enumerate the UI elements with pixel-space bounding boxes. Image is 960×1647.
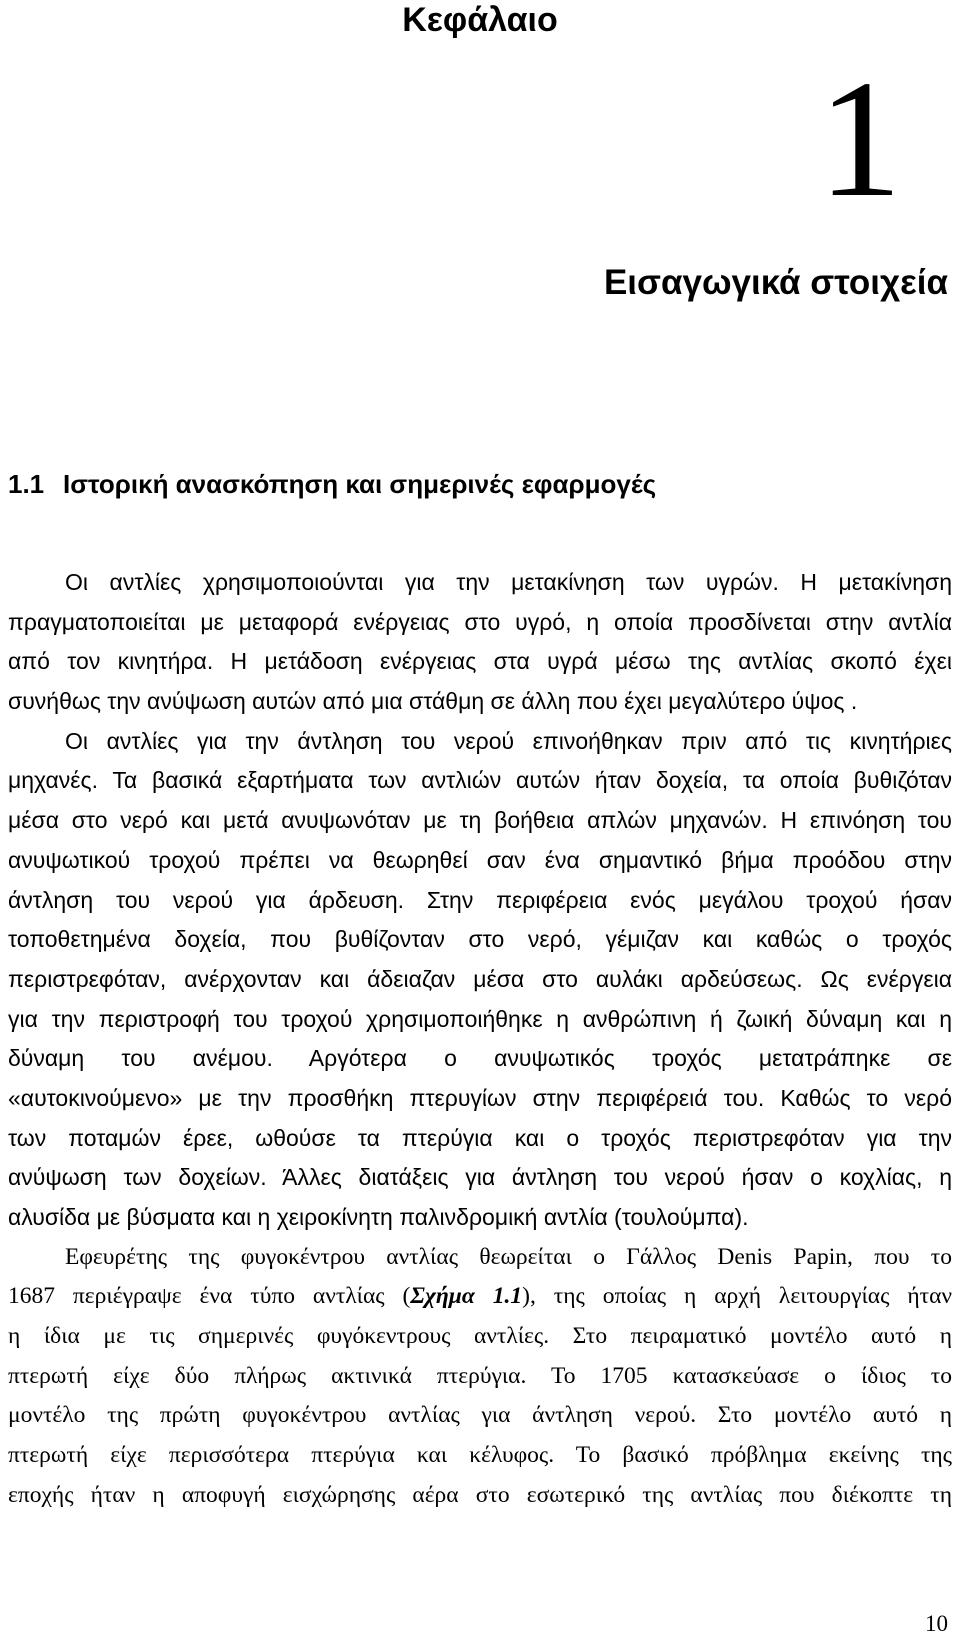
body-text [8,563,952,1516]
text-line [8,1277,952,1317]
text-line: ανύψωση των δοχείων. Άλλες διατάξεις για άντληση του νερού ήσαν ο κοχλίας, η [8,1164,952,1191]
text-line: Εφευρέτης της φυγοκέντρου αντλίας θεωρείται ο Γάλλος Denis Papin, που το [65,1243,952,1270]
chapter-label: Κεφάλαιο [402,1,558,39]
text-line: αλυσίδα με βύσματα και η χειροκίνητη παλινδρομική αντλία (τουλούμπα). [8,1204,749,1230]
text-line: «αυτοκινούμενο» με την προσθήκη πτερυγίων στην περιφέρειά του. Καθώς το νερό [8,1084,952,1111]
text-line: μοντέλο της πρώτη φυγοκέντρου αντλίας για άντληση νερού. Στο μοντέλο αυτό η [8,1402,952,1429]
text-line: Οι αντλίες για την άντληση του νερού επινοήθηκαν πριν από τις κινητήριες [65,727,952,754]
text-line: πτερωτή είχε δύο πλήρως ακτινικά πτερύγια. Το 1705 κατασκεύασε ο ίδιος το [8,1362,952,1389]
text-line: ανυψωτικού τροχού πρέπει να θεωρηθεί σαν ένα σημαντικό βήμα προόδου στην [8,846,952,873]
text-line: Οι αντλίες χρησιμοποιούνται για την μετακίνηση των υγρών. Η μετακίνηση [65,569,952,595]
text-line: των ποταμών έρεε, ωθούσε τα πτερύγια και ο τροχός περιστρεφόταν για την [8,1124,952,1151]
text-line: άντληση του νερού για άρδευση. Στην περιφέρεια ενός μεγάλου τροχού ήσαν [8,886,952,913]
text-segment: ), της οποίας η αρχή λειτουργίας ήταν [522,1283,953,1310]
text-line: πραγματοποιείται με μεταφορά ενέργειας στο υγρό, η οποία προσδίνεται στην αντλία [8,608,952,635]
figure-reference[interactable]: Σχήμα 1.1 [410,1283,523,1310]
text-line: πτερωτή είχε περισσότερα πτερύγια και κέλυφος. Το βασικό πρόβλημα εκείνης της [8,1442,952,1469]
chapter-number: 1 [818,46,902,232]
chapter-title: Εισαγωγικά στοιχεία [603,263,948,302]
text-segment: 1687 περιέγραψε ένα τύπο αντλίας ( [8,1283,411,1310]
text-line: τοποθετημένα δοχεία, που βυθίζονταν στο νερό, γέμιζαν και καθώς ο τροχός [8,926,952,953]
page-number: 10 [925,1611,948,1636]
text-line: για την περιστροφή του τροχού χρησιμοποιήθηκε η ανθρώπινη ή ζωική δύναμη και η [8,1005,952,1032]
text-line: δύναμη του ανέμου. Αργότερα ο ανυψωτικός τροχός μετατράπηκε σε [8,1045,952,1072]
section-title: Ιστορική ανασκόπηση και σημερινές εφαρμογές [63,469,657,499]
text-line: μέσα στο νερό και μετά ανυψωνόταν με τη βοήθεια απλών μηχανών. Η επινόηση του [8,807,952,834]
section-heading [8,468,656,500]
text-line: από τον κινητήρα. Η μετάδοση ενέργειας στα υγρά μέσω της αντλίας σκοπό έχει [8,648,952,675]
text-line: μηχανές. Τα βασικά εξαρτήματα των αντλιών αυτών ήταν δοχεία, τα οποία βυθιζόταν [8,767,952,794]
text-line: η ίδια με τις σημερινές φυγόκεντρους αντλίες. Στο πειραματικό μοντέλο αυτό η [8,1323,952,1350]
section-number: 1.1 [8,469,45,499]
text-line: συνήθως την ανύψωση αυτών από μια στάθμη σε άλλη που έχει μεγαλύτερο ύψος . [8,688,858,715]
text-line: εποχής ήταν η αποφυγή εισχώρησης αέρα στο εσωτερικό της αντλίας που διέκοπτε τη [8,1481,952,1508]
text-line: περιστρεφόταν, ανέρχονταν και άδειαζαν μέσα στο αυλάκι αρδεύσεως. Ως ενέργεια [8,965,952,992]
